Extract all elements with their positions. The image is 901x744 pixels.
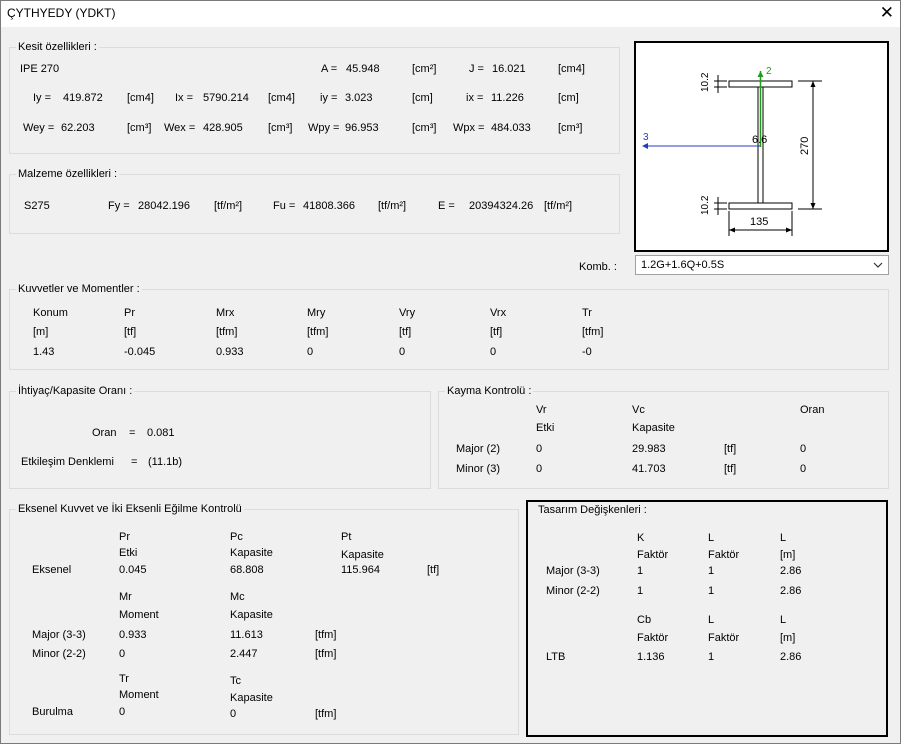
radius-x-label: ix = [466, 92, 484, 104]
material-grade: S275 [24, 200, 50, 212]
torsion-const-unit: [cm4] [558, 63, 585, 75]
wpx-label: Wpx = [453, 122, 485, 134]
design-major-l: 1 [708, 565, 715, 577]
col-header: Konum [33, 307, 68, 319]
shear-demand-header: Etki [536, 422, 555, 434]
ix-value: 5790.214 [203, 92, 249, 104]
col-value: 1.43 [33, 346, 55, 358]
torsion-const-value: 16.021 [492, 63, 526, 75]
k-sub-header: Faktör [637, 549, 669, 561]
col-header: Pr [124, 307, 135, 319]
shear-capacity-header: Kapasite [632, 422, 675, 434]
axial-pc: 68.808 [230, 564, 264, 576]
moment-major-mr: 0.933 [119, 629, 147, 641]
axial-row-label: Eksenel [32, 564, 72, 576]
section-properties-title: Kesit özellikleri : [18, 41, 97, 53]
ltb-l-factor-sub-header: Faktör [708, 632, 740, 644]
mc-sub-header: Kapasite [230, 609, 273, 621]
tr-sub-header: Moment [119, 689, 159, 701]
design-minor-l: 1 [708, 585, 715, 597]
shear-row-vc: 41.703 [632, 463, 666, 475]
torsion-tc: 0 [230, 708, 237, 720]
axis-2-label: 2 [766, 66, 772, 77]
shear-vr-header: Vr [536, 404, 547, 416]
ratio-value: 0.081 [147, 427, 175, 439]
pr-header: Pr [119, 531, 130, 543]
height-dimension: 270 [799, 136, 811, 155]
fy-label: Fy = [108, 200, 130, 212]
col-unit: [m] [33, 326, 49, 338]
moment-minor-unit: [tfm] [315, 648, 337, 660]
moment-major-label: Major (3-3) [32, 629, 86, 641]
col-value: 0 [490, 346, 497, 358]
shear-row-vc: 29.983 [632, 443, 666, 455]
col-header: Mrx [216, 307, 235, 319]
wey-label: Wey = [23, 122, 55, 134]
radius-x-value: 11.226 [491, 92, 524, 104]
l-factor-sub-header: Faktör [708, 549, 740, 561]
interaction-equation-equals: = [131, 456, 138, 468]
ix-unit: [cm4] [268, 92, 295, 104]
area-value: 45.948 [346, 63, 380, 75]
ltb-lm: 2.86 [780, 651, 802, 663]
interaction-equation-label: Etkileşim Denklemi [21, 456, 114, 468]
radius-x-unit: [cm] [558, 92, 579, 104]
e-value: 20394324.26 [469, 200, 534, 212]
top-flange-thickness: 10.2 [700, 72, 711, 92]
design-minor-label: Minor (2-2) [546, 585, 600, 597]
moment-minor-mr: 0 [119, 648, 126, 660]
section-name: IPE 270 [20, 63, 60, 75]
l-length-header: L [780, 532, 787, 544]
pc-sub-header: Kapasite [230, 547, 273, 559]
pr-sub-header: Etki [119, 547, 138, 559]
fy-unit: [tf/m²] [214, 200, 243, 212]
cb-sub-header: Faktör [637, 632, 669, 644]
col-unit: [tfm] [216, 326, 238, 338]
window-title: ÇYTHYEDY (YDKT) [7, 6, 116, 20]
col-header: Vrx [490, 307, 507, 319]
col-unit: [tf] [124, 326, 137, 338]
shear-row-ratio: 0 [800, 443, 807, 455]
chevron-down-icon[interactable] [871, 256, 885, 274]
ltb-l: 1 [708, 651, 715, 663]
col-value: -0 [582, 346, 592, 358]
interaction-equation-value: (11.1b) [148, 456, 183, 468]
fu-unit: [tf/m²] [378, 200, 407, 212]
col-value: 0 [399, 346, 406, 358]
material-properties-title: Malzeme özellikleri : [18, 168, 118, 180]
bottom-flange-thickness: 10.2 [700, 195, 711, 215]
axis-2-arrow [758, 71, 764, 77]
mc-header: Mc [230, 591, 245, 603]
ratio-label: Oran [92, 427, 117, 439]
moment-minor-label: Minor (2-2) [32, 648, 86, 660]
width-dimension: 135 [750, 216, 769, 228]
col-unit: [tfm] [582, 326, 604, 338]
demand-capacity-group [9, 385, 431, 489]
fu-value: 41808.366 [303, 200, 355, 212]
torsion-const-label: J = [469, 63, 484, 75]
shear-vc-header: Vc [632, 404, 645, 416]
col-value: -0.045 [124, 346, 156, 358]
shear-row-unit: [tf] [724, 443, 737, 455]
iy-unit: [cm4] [127, 92, 154, 104]
wey-unit: [cm³] [127, 122, 152, 134]
col-header: Tr [582, 307, 592, 319]
radius-y-label: iy = [320, 92, 338, 104]
iy-value: 419.872 [63, 92, 103, 104]
shear-ratio-header: Oran [800, 404, 825, 416]
radius-y-value: 3.023 [345, 92, 373, 104]
area-label: A = [321, 63, 338, 75]
section-preview [634, 41, 889, 252]
moment-major-mc: 11.613 [230, 629, 263, 641]
design-minor-lm: 2.86 [780, 585, 802, 597]
ltb-cb: 1.136 [637, 651, 665, 663]
col-header: Mry [307, 307, 326, 319]
pt-sub-header: Kapasite [341, 549, 384, 561]
axial-unit: [tf] [427, 564, 440, 576]
moment-major-unit: [tfm] [315, 629, 337, 641]
wpx-unit: [cm³] [558, 122, 583, 134]
tc-header: Tc [230, 675, 241, 687]
ltb-l-factor-header: L [708, 614, 715, 626]
ltb-l-length-header: L [780, 614, 787, 626]
col-value: 0.933 [216, 346, 244, 358]
axis-3-arrow [642, 143, 648, 149]
fu-label: Fu = [273, 200, 296, 212]
wex-label: Wex = [164, 122, 196, 134]
ltb-l-length-unit-header: [m] [780, 632, 796, 644]
k-header: K [637, 532, 645, 544]
col-unit: [tf] [399, 326, 412, 338]
torsion-unit: [tfm] [315, 708, 337, 720]
ipe-section-drawing [636, 43, 887, 250]
design-major-k: 1 [637, 565, 644, 577]
design-major-lm: 2.86 [780, 565, 802, 577]
shear-row-label: Minor (3) [456, 463, 501, 475]
load-combination-value: 1.2G+1.6Q+0.5S [641, 259, 725, 271]
tr-header: Tr [119, 673, 129, 685]
col-header: Vry [399, 307, 416, 319]
mr-header: Mr [119, 591, 132, 603]
wex-unit: [cm³] [268, 122, 293, 134]
cb-header: Cb [637, 614, 652, 626]
demand-capacity-title: İhtiyaç/Kapasite Oranı : [18, 385, 133, 397]
area-unit: [cm²] [412, 63, 437, 75]
design-major-label: Major (3-3) [546, 565, 600, 577]
col-value: 0 [307, 346, 314, 358]
col-unit: [tfm] [307, 326, 329, 338]
radius-y-unit: [cm] [412, 92, 433, 104]
load-combination-select[interactable] [635, 255, 889, 275]
torsion-row-label: Burulma [32, 706, 73, 718]
e-label: E = [438, 200, 455, 212]
close-icon[interactable]: ✕ [879, 3, 894, 22]
bottom-flange [729, 203, 792, 209]
iy-label: Iy = [33, 92, 52, 104]
komb-label: Komb. : [579, 261, 617, 273]
forces-moments-title: Kuvvetler ve Momentler : [18, 283, 140, 295]
wpy-label: Wpy = [308, 122, 340, 134]
pt-header: Pt [341, 531, 352, 543]
fy-value: 28042.196 [138, 200, 190, 212]
col-unit: [tf] [490, 326, 503, 338]
torsion-tr: 0 [119, 706, 126, 718]
wex-value: 428.905 [203, 122, 243, 134]
design-variables-group [526, 500, 888, 737]
l-length-unit-header: [m] [780, 549, 796, 561]
axial-pr: 0.045 [119, 564, 147, 576]
web-thickness: 6.6 [752, 134, 768, 146]
tc-sub-header: Kapasite [230, 692, 273, 704]
design-variables-title: Tasarım Değişkenleri : [538, 504, 647, 516]
axial-biaxial-title: Eksenel Kuvvet ve İki Eksenli Eğilme Kontrolü [18, 503, 242, 515]
ratio-equals: = [129, 427, 136, 439]
shear-row-ratio: 0 [800, 463, 807, 475]
ltb-label: LTB [546, 651, 566, 663]
wpy-value: 96.953 [345, 122, 379, 134]
ix-label: Ix = [175, 92, 194, 104]
moment-minor-mc: 2.447 [230, 648, 258, 660]
pc-header: Pc [230, 531, 243, 543]
axis-3-label: 3 [643, 132, 649, 143]
mr-sub-header: Moment [119, 609, 159, 621]
axial-pt: 115.964 [341, 564, 380, 576]
shear-row-unit: [tf] [724, 463, 737, 475]
shear-row-label: Major (2) [456, 443, 501, 455]
design-minor-k: 1 [637, 585, 644, 597]
shear-row-vr: 0 [536, 443, 543, 455]
wpx-value: 484.033 [491, 122, 531, 134]
l-factor-header: L [708, 532, 715, 544]
shear-row-vr: 0 [536, 463, 543, 475]
wey-value: 62.203 [61, 122, 95, 134]
title-bar [1, 1, 900, 27]
e-unit: [tf/m²] [544, 200, 573, 212]
shear-check-title: Kayma Kontrolü : [447, 385, 532, 397]
wpy-unit: [cm³] [412, 122, 437, 134]
